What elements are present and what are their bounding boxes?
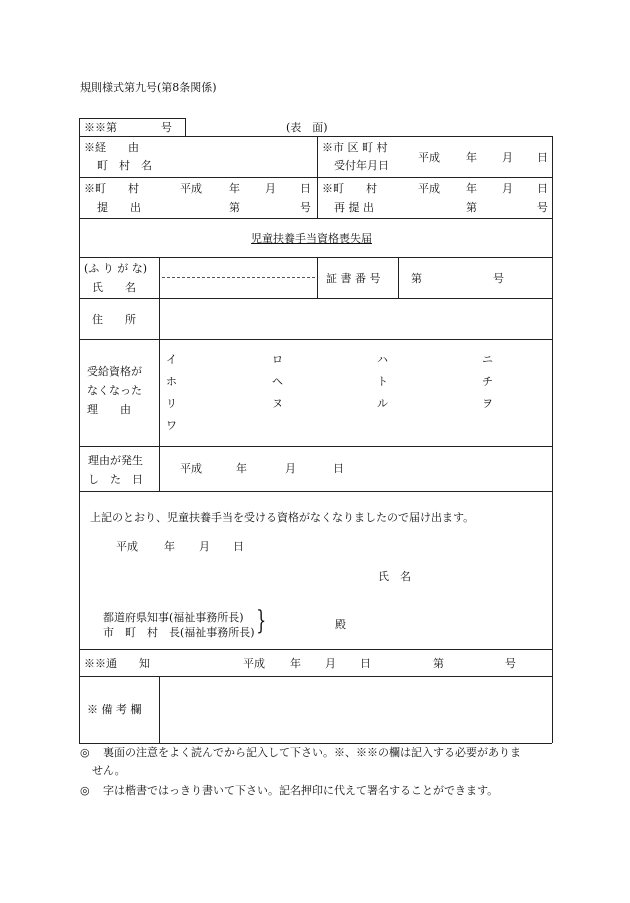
resubmit-label-line2: 再 提 出 (334, 201, 374, 214)
note-1-text: 裏面の注意をよく読んでから記入して下さい。※、※※の欄は記入する必要がありま (103, 746, 521, 759)
addressee-municipality: 市 町 村 長(福祉事務所長) (103, 626, 255, 639)
reason-option-ro[interactable]: ロ (272, 353, 283, 366)
note-2-mark: ◎ (80, 784, 90, 797)
receipt-number-label: ※※第 号 (84, 121, 172, 134)
submit-label-line1: ※町 村 (84, 182, 139, 195)
reason-option-ho[interactable]: ホ (166, 375, 177, 388)
front-side-label: (表 面) (286, 121, 328, 134)
certificate-number-label: 証 書 番 号 (326, 272, 381, 285)
reason-label-line1: 受給資格が (87, 365, 142, 378)
address-label: 住 所 (92, 313, 136, 326)
reason-option-nu[interactable]: ヌ (272, 397, 283, 410)
reason-option-ha[interactable]: ハ (377, 353, 388, 366)
occurred-label-line1: 理由が発生 (88, 454, 143, 467)
reason-option-i[interactable]: イ (166, 353, 177, 366)
brace-icon: } (256, 606, 267, 636)
receipt-date-label-line2: 受付年月日 (334, 159, 389, 172)
reason-option-he[interactable]: ヘ (272, 375, 283, 388)
honorific: 殿 (335, 618, 346, 631)
reason-label-line2: なくなった (87, 384, 142, 397)
remarks-label: ※ 備 考 欄 (87, 703, 142, 716)
reason-option-to[interactable]: ト (377, 375, 388, 388)
note-2-text: 字は楷書ではっきり書いて下さい。記名押印に代えて署名することができます。 (103, 784, 499, 797)
reason-option-ri[interactable]: リ (166, 397, 177, 410)
address-field[interactable] (160, 299, 551, 338)
note-1-text-cont: せん。 (92, 764, 126, 777)
submit-label-line2: 提 出 (97, 201, 141, 214)
reason-label-line3: 理 由 (87, 403, 131, 416)
name-label: 氏 名 (92, 281, 136, 294)
reason-option-wa[interactable]: ワ (166, 419, 177, 432)
note-1-mark: ◎ (80, 746, 90, 759)
name-field[interactable] (160, 278, 317, 297)
via-label-line1: ※経 由 (84, 141, 139, 154)
addressee-prefecture: 都道府県知事(福祉事務所長) (103, 611, 244, 624)
occurred-label-line2: し た 日 (88, 473, 143, 486)
via-label-line2: 町 村 名 (97, 159, 152, 172)
notice-label: ※※通 知 (84, 657, 150, 670)
signer-name-label: 氏 名 (378, 570, 411, 583)
resubmit-label-line1: ※町 村 (322, 182, 377, 195)
signer-name-field[interactable] (420, 566, 545, 586)
form-regulation-header: 規則様式第九号(第8条関係) (80, 81, 217, 94)
declaration-text: 上記のとおり、児童扶養手当を受ける資格がなくなりましたので届け出ます。 (90, 511, 475, 524)
reason-option-wo[interactable]: ヲ (482, 397, 493, 410)
reason-option-chi[interactable]: チ (482, 375, 493, 388)
reason-option-ru[interactable]: ル (377, 397, 388, 410)
remarks-field[interactable] (160, 677, 551, 742)
furigana-label: (ふ り が な) (84, 262, 148, 275)
receipt-date-label-line1: ※市 区 町 村 (322, 141, 388, 154)
form-title: 児童扶養手当資格喪失届 (251, 232, 372, 245)
furigana-field[interactable] (160, 258, 317, 277)
reason-option-ni[interactable]: ニ (482, 353, 493, 366)
